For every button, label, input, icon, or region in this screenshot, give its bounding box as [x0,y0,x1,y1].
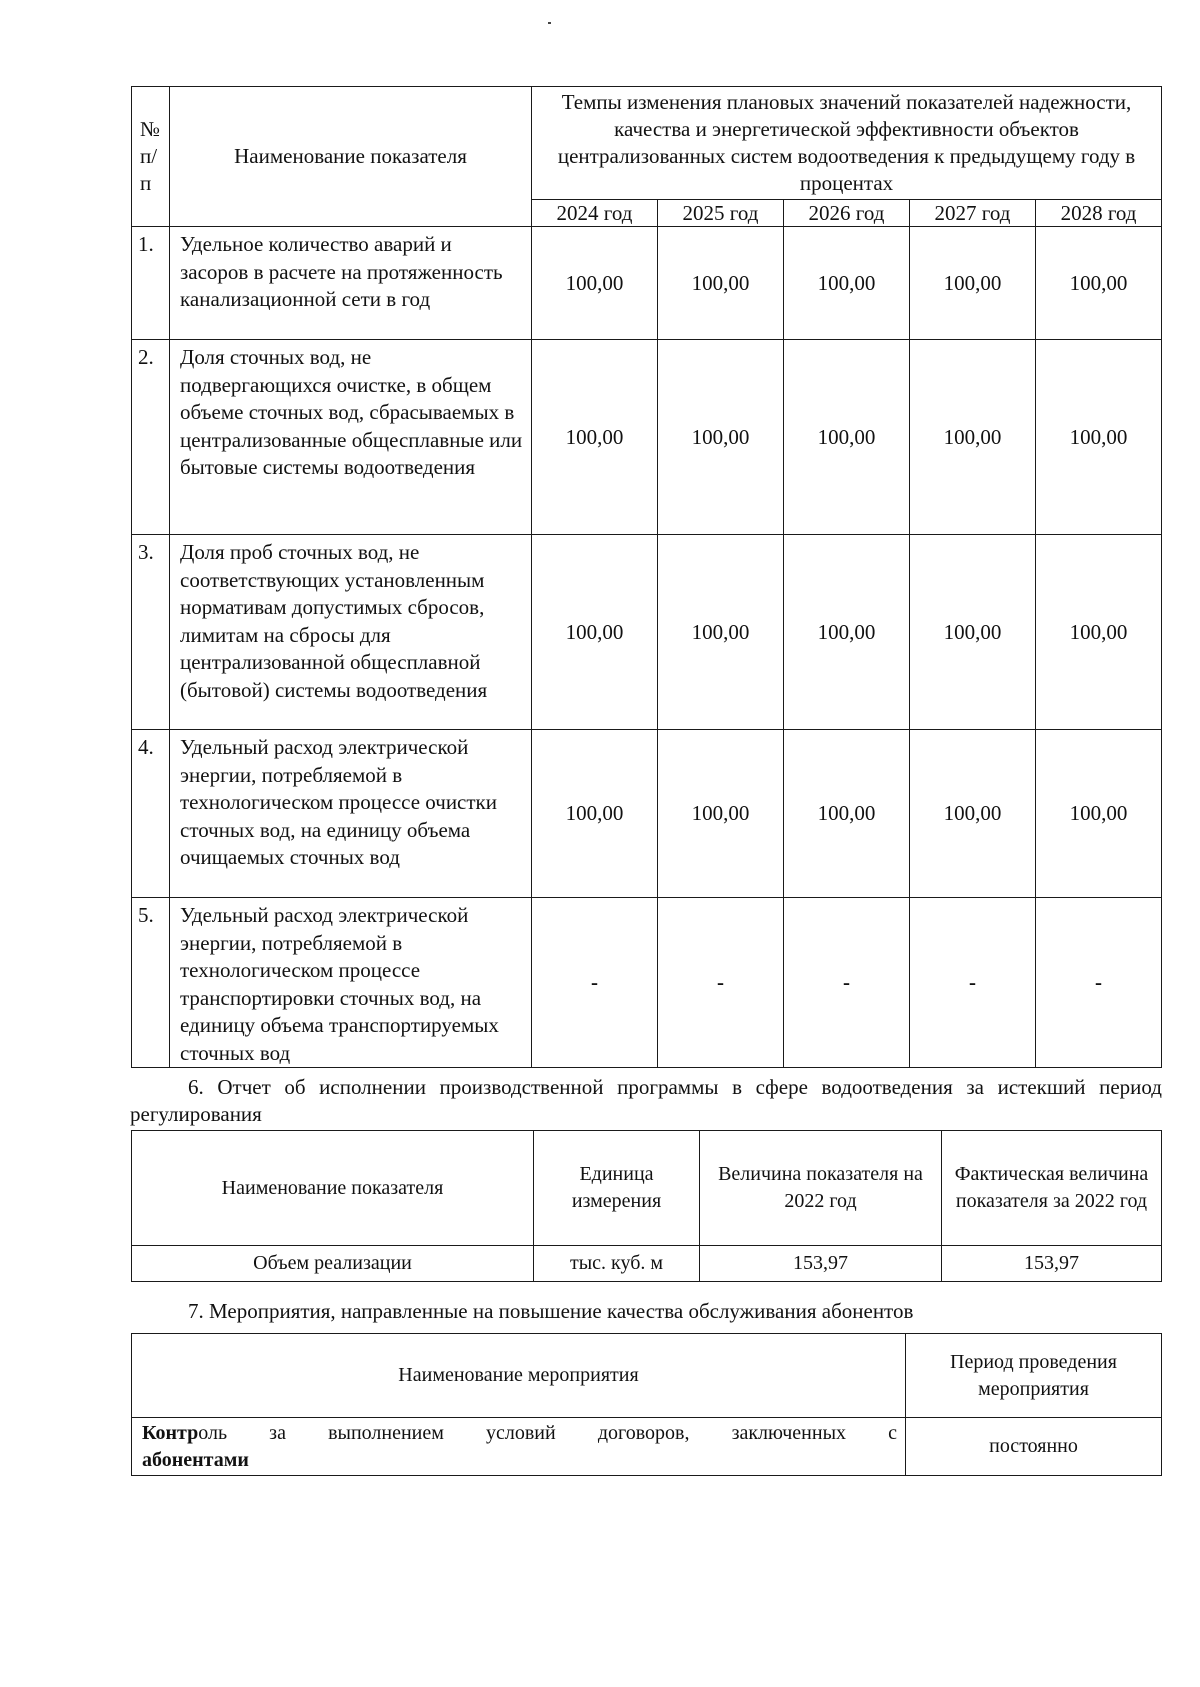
section-7-heading: 7. Мероприятия, направленные на повышение качества обслуживания абонентов [188,1299,914,1323]
header-number: № п/ п [132,87,170,227]
measure-name-line-1 [142,1420,897,1447]
value-cell: 100,00 [1036,227,1162,340]
indicator-name: Удельный расход электрической энергии, потребляемой в технологическом процессе очистки сточных вод, на единицу объема очищаемых сточных вод [170,730,532,898]
measure-name-bold: Контр [142,1421,199,1444]
indicator-name: Объем реализации [132,1246,534,1282]
indicator-name: Удельное количество аварий и засоров в расчете на протяженность канализационной сети в год [170,227,532,340]
indicator-name: Удельный расход электрической энергии, потребляемой в технологическом процессе транспортировки сточных вод, на единицу объема транспортируемых сточных вод [170,898,532,1068]
indicator-name: Доля сточных вод, не подвергающихся очистке, в общем объеме сточных вод, сбрасываемых в централизованные общесплавные или бытовые системы водоотведения [170,340,532,535]
actual-value-cell: 153,97 [942,1246,1162,1282]
header-year: 2026 год [784,200,910,227]
row-number: 5. [132,898,170,1068]
table-row [132,898,1162,1068]
value-cell: 100,00 [784,535,910,730]
value-cell: 100,00 [532,535,658,730]
value-cell: 100,00 [1036,730,1162,898]
planned-value-cell: 153,97 [700,1246,942,1282]
measure-name-line-2: абонентами [142,1448,249,1471]
value-cell: 100,00 [1036,535,1162,730]
measures-table [131,1333,1162,1476]
value-cell: 100,00 [784,227,910,340]
header-year: 2028 год [1036,200,1162,227]
header-indicator-name: Наименование показателя [170,87,532,227]
value-cell: 100,00 [910,535,1036,730]
header-year: 2024 год [532,200,658,227]
header-indicator-name: Наименование показателя [132,1131,534,1246]
value-cell: 100,00 [532,340,658,535]
period-cell: постоянно [906,1418,1162,1476]
header-planned-value: Величина показателя на 2022 год [700,1131,942,1246]
value-cell: 100,00 [784,730,910,898]
value-cell: 100,00 [910,227,1036,340]
value-cell: 100,00 [658,535,784,730]
measure-name-rest: оль за выполнением условий договоров, заключенных с [198,1421,897,1444]
header-measure-name: Наименование мероприятия [132,1334,906,1418]
row-number: 4. [132,730,170,898]
header-year: 2027 год [910,200,1036,227]
table-row [132,1418,1162,1476]
header-change-rates: Темпы изменения плановых значений показателей надежности, качества и энергетической эффективности объектов централизованных систем водоотведения к предыдущему году в процентах [532,87,1162,200]
value-cell: - [910,898,1036,1068]
table-row [132,1246,1162,1282]
value-cell: 100,00 [658,340,784,535]
indicator-name: Доля проб сточных вод, не соответствующих установленным нормативам допустимых сбросов, лимитам на сбросы для централизованной общесплавной (бытовой) системы водоотведения [170,535,532,730]
table-row [132,340,1162,535]
row-number: 3. [132,535,170,730]
row-number: 1. [132,227,170,340]
value-cell: 100,00 [910,340,1036,535]
table-row [132,535,1162,730]
value-cell: 100,00 [532,227,658,340]
value-cell: 100,00 [532,730,658,898]
scan-speck [548,22,551,24]
header-unit: Единица измерения [534,1131,700,1246]
value-cell: - [784,898,910,1068]
execution-report-table [131,1130,1162,1282]
value-cell: 100,00 [658,227,784,340]
value-cell: - [532,898,658,1068]
section-6-heading: 6. Отчет об исполнении производственной программы в сфере водоотведения за истекший период регулирования [130,1075,1162,1126]
row-number: 2. [132,340,170,535]
header-period: Период проведения мероприятия [906,1334,1162,1418]
table-row [132,730,1162,898]
value-cell: 100,00 [784,340,910,535]
measure-name [132,1418,906,1476]
table-row [132,227,1162,340]
value-cell: 100,00 [658,730,784,898]
value-cell: 100,00 [1036,340,1162,535]
unit-cell: тыс. куб. м [534,1246,700,1282]
header-year: 2025 год [658,200,784,227]
header-actual-value: Фактическая величина показателя за 2022 год [942,1131,1162,1246]
value-cell: 100,00 [910,730,1036,898]
value-cell: - [658,898,784,1068]
value-cell: - [1036,898,1162,1068]
indicators-table [131,86,1162,1068]
